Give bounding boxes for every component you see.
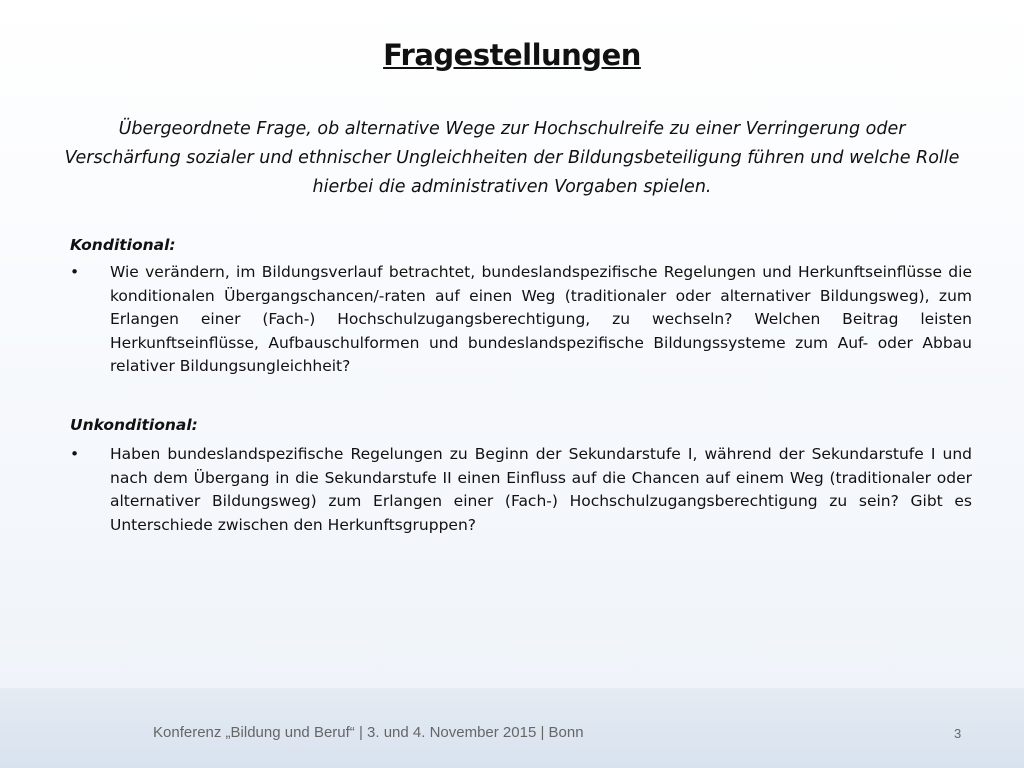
section-heading-konditional: Konditional: [70, 236, 176, 254]
bullet-text: Wie verändern, im Bildungsverlauf betrachtet, bundeslandspezifische Regelungen und Herkunftseinflüsse die konditionalen Übergangschancen/-raten auf einen Weg (traditionaler oder alternativer Bildungsweg), zum Erlangen einer (Fach-) Hochschulzugangsberechtigung, zu wechseln? Welchen Beitrag leisten Herkunftseinflüsse, Aufbauschulformen und bundeslandspezifische Bildungssysteme zum Auf- oder Abbau relativer Bildungsungleichheit? [110, 263, 972, 375]
section-heading-unkonditional: Unkonditional: [70, 416, 198, 434]
footer-text: Konferenz „Bildung und Beruf“ | 3. und 4. November 2015 | Bonn [153, 724, 584, 741]
page-number: 3 [954, 726, 962, 741]
bullet-icon: • [70, 263, 80, 281]
bullet-item-konditional [70, 261, 972, 379]
slide-title: Fragestellungen [383, 38, 641, 72]
bullet-item-unkonditional [70, 443, 972, 537]
intro-question: Übergeordnete Frage, ob alternative Wege zur Hochschulreife zu einer Verringerung oder Verschärfung sozialer und ethnischer Ungleichheiten der Bildungsbeteiligung führen und welche Rolle hierbei die administrativen Vorgaben spielen. [64, 119, 960, 197]
bullet-icon: • [70, 445, 80, 463]
bullet-text: Haben bundeslandspezifische Regelungen zu Beginn der Sekundarstufe I, während der Sekundarstufe I und nach dem Übergang in die Sekundarstufe II einen Einfluss auf die Chancen auf einem Weg (traditionaler oder alternativer Bildungsweg) zum Erlangen einer (Fach-) Hochschulzugangsberechtigung zu sein? Gibt es Unterschiede zwischen den Herkunftsgruppen? [110, 445, 972, 534]
